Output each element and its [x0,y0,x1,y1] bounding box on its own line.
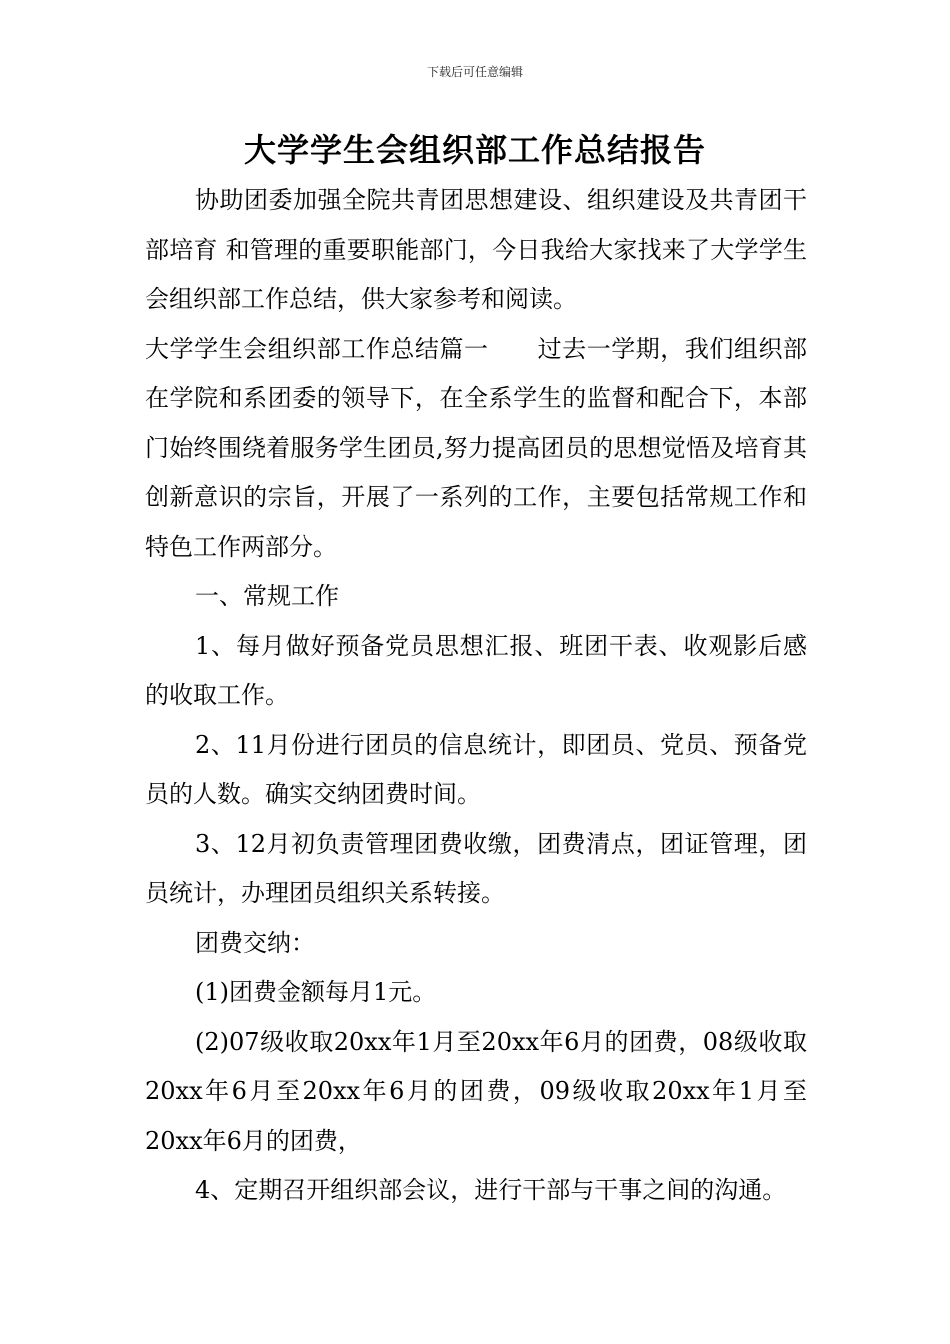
section-heading: 一、常规工作 [195,582,339,610]
list-item: 1、每月做好预备党员思想汇报、班团干表、收观影后感的收取工作。 [145,631,807,709]
intro-paragraph: 协助团委加强全院共青团思想建设、组织建设及共青团干部培育 和管理的重要职能部门，今日我给大家找来了大学学生会组织部工作总结，供大家参考和阅读。 [145,186,807,313]
section-paragraph: 大学学生会组织部工作总结篇一 过去一学期，我们组织部在学院和系团委的领导下，在全系学生的监督和配合下，本部门始终围绕着服务学生团员,努力提高团员的思想觉悟及培育其创新意识的宗旨，开展了一系列的工作，主要包括常规工作和特色工作两部分。 [145,334,807,561]
subheading: 团费交纳： [195,928,315,957]
list-item: 4、定期召开组织部会议，进行干部与干事之间的沟通。 [195,1176,787,1204]
list-item: 3、12月初负责管理团费收缴，团费清点，团证管理，团员统计，办理团员组织关系转接。 [145,829,807,907]
list-item: 2、11月份进行团员的信息统计，即团员、党员、预备党员的人数。确实交纳团费时间。 [145,730,807,808]
document-title: 大学学生会组织部工作总结报告 [243,131,706,169]
document-body [145,176,807,1216]
sub-item: (2)07级收取20xx年1月至20xx年6月的团费，08级收取20xx年6月至20xx年6月的团费，09级收取20xx年1月至20xx年6月的团费， [145,1027,807,1155]
header-note: 下载后可任意编辑 [426,65,523,79]
sub-item: (1)团费金额每月1元。 [195,978,437,1006]
